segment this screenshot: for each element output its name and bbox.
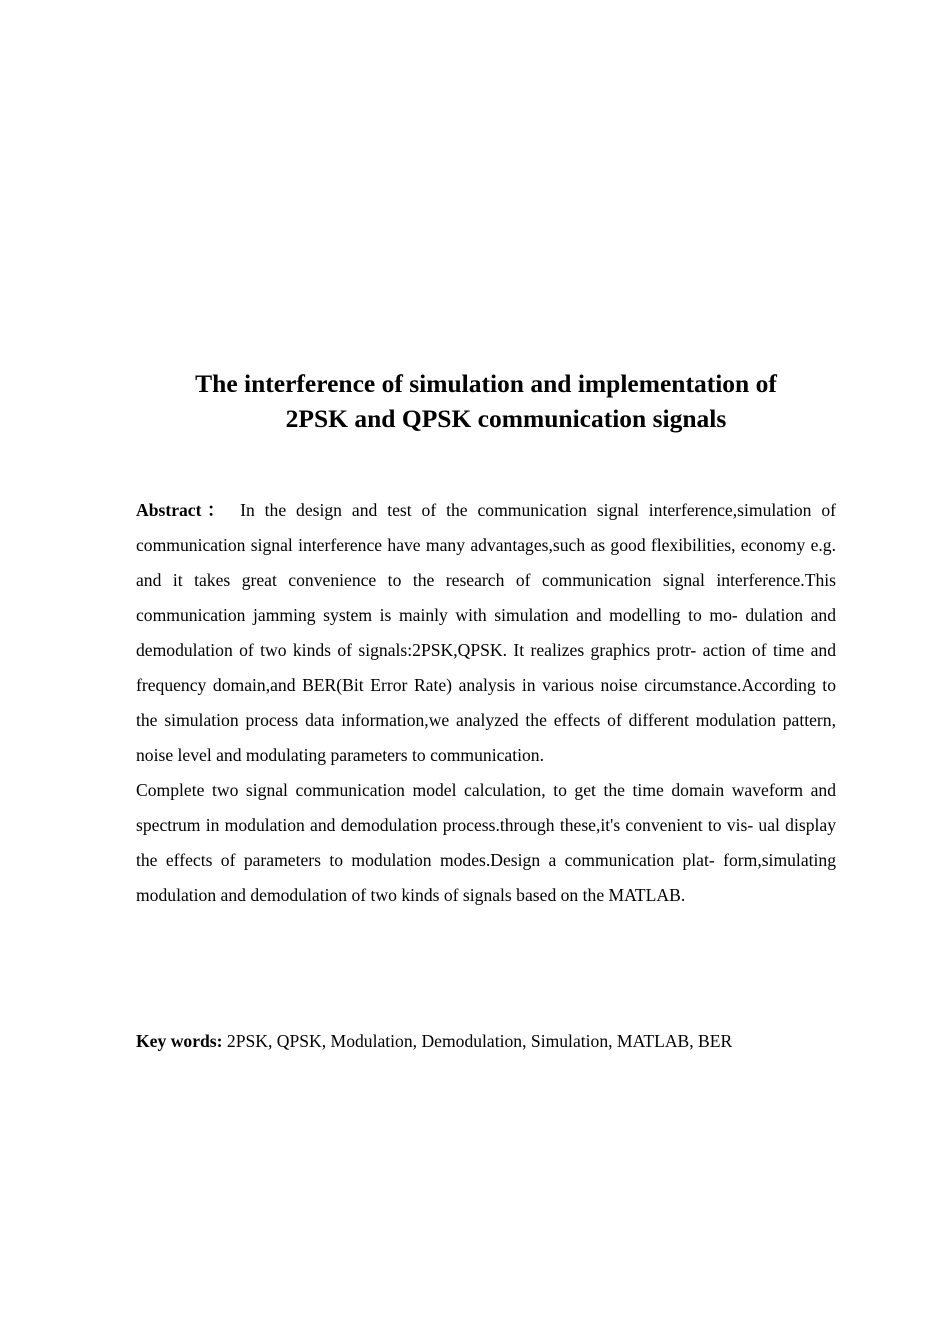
keywords-text: 2PSK, QPSK, Modulation, Demodulation, Simulation, MATLAB, BER (226, 1031, 733, 1051)
keywords-section (136, 1024, 836, 1059)
abstract-text-2: Complete two signal communication model calculation, to get the time domain waveform and spectrum in modulation and demodulation process.through these,it's convenient to vis- ual display the effects of parameters to modulation modes.Design a communication plat- form,simulating modulation and demodulation of two kinds of signals based on the MATLAB. (136, 780, 836, 905)
document-title (136, 366, 836, 436)
abstract-label: Abstract (136, 500, 202, 520)
abstract-paragraph-1 (136, 493, 836, 773)
title-line-2: 2PSK and QPSK communication signals (285, 404, 727, 433)
title-line-1: The interference of simulation and implementation of (195, 369, 777, 398)
abstract-separator: ： (201, 500, 231, 520)
abstract-text-1: In the design and test of the communication signal interference,simulation of communication signal interference have many advantages,such as good flexibilities, economy e.g. and it takes great convenience to the research of communication signal interference.This communication jamming system is mainly with simulation and modelling to mo- dulation and demodulation of two kinds of signals:2PSK,QPSK. It realizes graphics protr- action of time and frequency domain,and BER(Bit Error Rate) analysis in various noise circumstance.According to the simulation process data information,we analyzed the effects of different modulation pattern, noise level and modulating parameters to communication. (136, 500, 836, 765)
abstract-paragraph-2 (136, 773, 836, 913)
keywords-label: Key words: (136, 1031, 223, 1051)
abstract-section (136, 493, 836, 913)
